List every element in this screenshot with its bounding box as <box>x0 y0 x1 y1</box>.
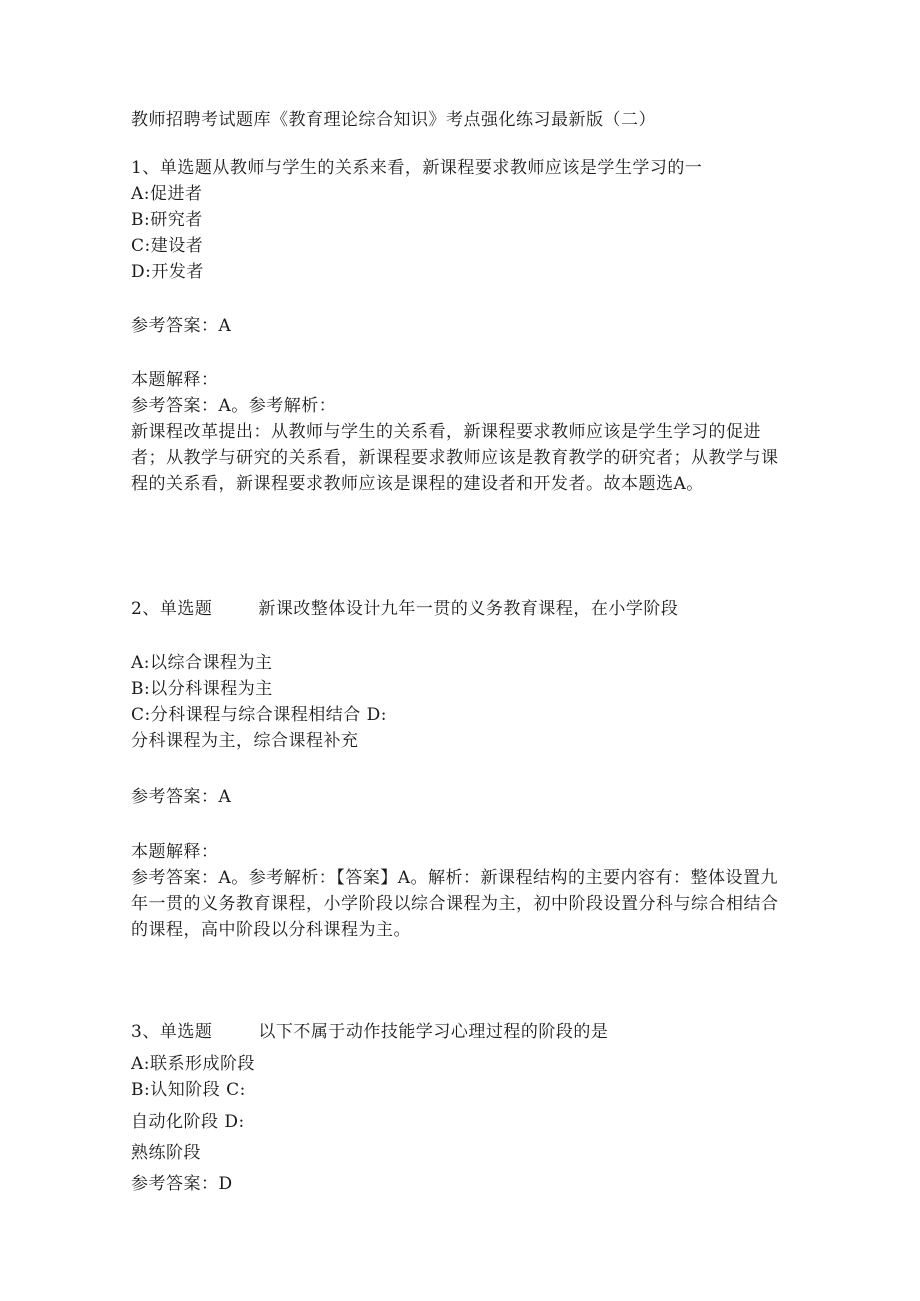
q1-option-a: A:促进者 <box>131 184 203 204</box>
q3-label: 3、单选题 <box>131 1022 213 1042</box>
q2-stem-line <box>131 597 678 621</box>
q3-answer: 参考答案：D <box>131 1174 233 1194</box>
q1-explain-line1: 参考答案：A。参考解析： <box>131 396 337 416</box>
q3-option-c: 自动化阶段 D: <box>131 1112 245 1132</box>
q3-option-d: 熟练阶段 <box>131 1143 201 1163</box>
q2-option-d: 分科课程为主，综合课程补充 <box>131 731 359 751</box>
q2-option-c: C:分科课程与综合课程相结合 D: <box>131 705 387 725</box>
q2-stem: 新课改整体设计九年一贯的义务教育课程，在小学阶段 <box>258 599 679 619</box>
q3-option-b: B:认知阶段 C: <box>131 1080 246 1100</box>
q1-explain-body: 新课程改革提出：从教师与学生的关系看，新课程要求教师应该是学生学习的促进者；从教学与研究的关系看，新课程要求教师应该是教育教学的研究者；从教学与课程的关系看，新课程要求教师应该是课程的建设者和开发者。故本题选A。 <box>131 422 779 494</box>
q3-stem: 以下不属于动作技能学习心理过程的阶段的是 <box>258 1022 609 1042</box>
q2-explain-label: 本题解释： <box>131 842 219 862</box>
q2-option-a: A:以综合课程为主 <box>131 653 273 673</box>
q1-option-c: C:建设者 <box>131 236 204 256</box>
q2-explain-body: 参考答案：A。参考解析：【答案】A。解析：新课程结构的主要内容有：整体设置九年一贯的义务教育课程，小学阶段以综合课程为主，初中阶段设置分科与综合相结合的课程，高中阶段以分科课程为主。 <box>131 868 779 940</box>
q1-stem: 1、单选题从教师与学生的关系来看，新课程要求教师应该是学生学习的一 <box>131 158 703 178</box>
q3-stem-line <box>131 1020 608 1044</box>
q2-option-b: B:以分科课程为主 <box>131 679 273 699</box>
q1-answer: 参考答案：A <box>131 316 232 336</box>
q3-option-a: A:联系形成阶段 <box>131 1054 256 1074</box>
q2-label: 2、单选题 <box>131 599 213 619</box>
q2-answer: 参考答案：A <box>131 787 232 807</box>
q1-option-d: D:开发者 <box>131 262 204 282</box>
document-title: 教师招聘考试题库《教育理论综合知识》考点强化练习最新版（二） <box>131 110 656 130</box>
q1-option-b: B:研究者 <box>131 210 203 230</box>
q1-explain-label: 本题解释： <box>131 370 219 390</box>
